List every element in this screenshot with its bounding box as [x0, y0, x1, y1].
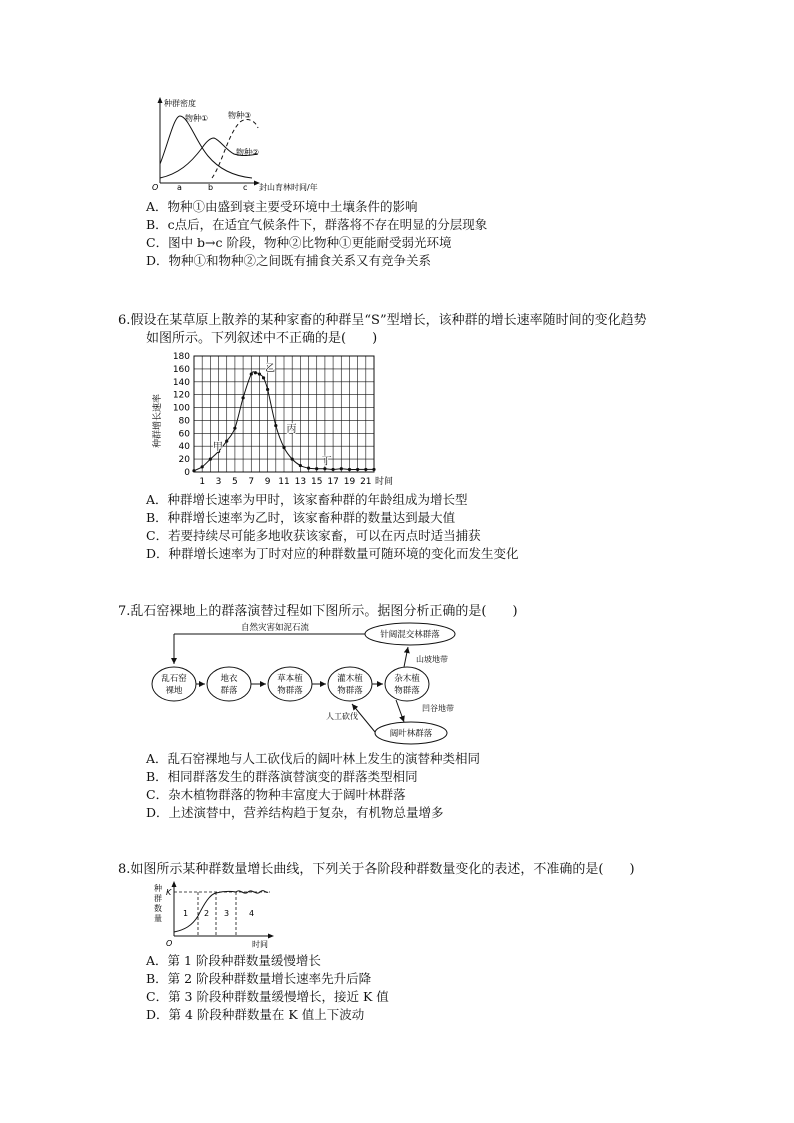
q7-arrow-slope [404, 647, 408, 667]
q6-ytick-label: 160 [172, 364, 190, 375]
q8-option-b: B．第 2 阶段种群数量增长速率先升后降 [146, 971, 372, 986]
q7-stem: 7.乱石窑裸地上的群落演替过程如下图所示。据图分析正确的是( ) [118, 604, 518, 619]
q6-option-a: A．种群增长速率为甲时，该家畜种群的年龄组成为增长型 [146, 492, 468, 507]
q6-ytick-label: 140 [172, 377, 190, 388]
q5-label-species2: 物种② [236, 148, 260, 157]
q5-label-species3: 物种③ [228, 111, 252, 120]
q7-option-c: C．杂木植物群落的物种丰富度大于阔叶林群落 [146, 787, 406, 802]
q8-x-arrow [268, 934, 274, 939]
q6-xtick-label: 11 [278, 477, 290, 487]
q6-xtick-label: 13 [294, 477, 307, 487]
q6-data-point [201, 465, 204, 468]
q8-k-label: K [166, 888, 172, 897]
q7-slope-label: 山坡地带 [416, 655, 448, 664]
q6-data-point [315, 467, 318, 470]
q5-option-c: C．图中 b→c 阶段，物种②比物种①更能耐受弱光环境 [146, 235, 452, 250]
q6-data-point [282, 446, 285, 449]
q6-data-point [233, 427, 236, 430]
q6-data-point [299, 464, 302, 467]
q6-xtick-label: 17 [327, 477, 339, 487]
q8-ylabel-1: 种 [154, 884, 162, 893]
q6-data-point [364, 468, 367, 471]
q5-option-b: B．c点后，在适宜气候条件下，群落将不存在明显的分层现象 [146, 217, 488, 232]
q6-xtick-label: 9 [264, 477, 271, 487]
q6-data-point [274, 424, 277, 427]
q7-node-shrub-l2: 物群落 [337, 686, 363, 696]
q6-ytick-label: 80 [178, 416, 190, 427]
q6-growth-rate-chart [146, 348, 406, 488]
q6-data-point [331, 468, 334, 471]
q6-data-point [250, 372, 253, 375]
q6-annotation: 甲 [212, 442, 223, 454]
q8-ylabel-3: 数 [154, 904, 162, 913]
q6-xlabel: 时间 [375, 477, 394, 487]
q5-xlabel: 封山育林时间/年 [259, 183, 318, 192]
q5-curve-species2 [160, 138, 258, 178]
q7-cut-label: 人工砍伐 [326, 712, 358, 721]
q6-option-d: D．种群增长速率为丁时对应的种群数量可随环境的变化而发生变化 [146, 546, 519, 561]
q6-data-point [254, 371, 257, 374]
q6-xtick-label: 3 [215, 477, 222, 487]
q6-ytick-label: 40 [178, 442, 190, 453]
q7-node-lichen-l2: 群落 [220, 686, 238, 696]
q6-stem-line2: 如图所示。下列叙述中不正确的是( ) [146, 331, 378, 346]
q6-data-point [372, 468, 375, 471]
q7-node-mixed-forest-label: 针阔混交林群落 [380, 630, 440, 640]
q5-origin: O [152, 183, 159, 192]
q8-origin: O [166, 939, 173, 948]
q6-annotation: 乙 [265, 363, 276, 375]
q7-option-d: D．上述演替中，营养结构趋于复杂，有机物总量增多 [146, 805, 444, 820]
q6-stem-line1: 6.假设在某草原上散养的某种家畜的种群呈“S”型增长，该种群的增长速率随时间的变化趋势 [118, 313, 647, 328]
q5-tick-a: a [177, 183, 182, 192]
q6-data-point [323, 467, 326, 470]
q7-node-mixed-wood-l1: 杂木植 [394, 674, 420, 684]
q7-arrow-valley [396, 700, 404, 722]
q5-y-arrow [158, 97, 163, 103]
q5-option-d: D．物种①和物种②之间既有捕食关系又有竞争关系 [146, 253, 432, 268]
q8-stage-4: 4 [249, 909, 255, 918]
q6-data-point [340, 467, 343, 470]
q6-annotation: 丙 [286, 424, 297, 436]
q8-xlabel: 时间 [252, 940, 268, 949]
q7-node-bare-land-l2: 裸地 [165, 686, 183, 696]
q6-data-point [258, 372, 261, 375]
q7-node-shrub-l1: 灌木植 [337, 674, 363, 684]
q6-data-point [225, 439, 228, 442]
q7-succession-diagram [146, 620, 476, 748]
q8-option-a: A．第 1 阶段种群数量缓慢增长 [146, 953, 321, 968]
q5-label-species1: 物种① [185, 114, 209, 123]
q5-density-figure [146, 94, 346, 194]
q6-ytick-label: 180 [172, 352, 190, 362]
q6-ytick-label: 120 [172, 390, 190, 401]
q7-option-a: A．乱石窑裸地与人工砍伐后的阔叶林上发生的演替种类相同 [146, 751, 481, 766]
q6-xtick-label: 1 [199, 477, 206, 487]
q7-node-herb-l1: 草本植 [277, 674, 303, 684]
q8-ylabel-4: 量 [154, 914, 162, 923]
q6-xtick-label: 5 [232, 477, 238, 487]
q6-option-b: B．种群增长速率为乙时，该家畜种群的数量达到最大值 [146, 510, 456, 525]
q6-xtick-label: 15 [311, 477, 323, 487]
q8-ylabel-2: 群 [154, 894, 162, 903]
q6-data-point [348, 468, 351, 471]
q8-stem: 8.如图所示某种群数量增长曲线，下列关于各阶段种群数量变化的表述，不准确的是( ) [118, 862, 635, 877]
q6-data-point [307, 467, 310, 470]
q8-stage-3: 3 [224, 909, 230, 918]
q7-valley-label: 凹谷地带 [422, 704, 454, 713]
q7-node-broadleaf-label: 阔叶林群落 [389, 729, 433, 739]
q6-data-point [266, 388, 269, 391]
q7-option-b: B．相同群落发生的群落演替演变的群落类型相同 [146, 769, 418, 784]
q6-option-c: C．若要持续尽可能多地收获该家畜，可以在丙点时适当捕获 [146, 528, 481, 543]
q6-data-point [192, 469, 195, 472]
q7-top-label: 自然灾害如泥石流 [241, 623, 310, 633]
q6-xtick-label: 7 [248, 477, 255, 487]
q6-annotation: 丁 [321, 456, 332, 468]
q6-ytick-label: 100 [172, 403, 190, 414]
q6-ylabel: 种群增长速率 [153, 393, 163, 448]
q7-node-mixed-wood-l2: 物群落 [394, 686, 420, 696]
q6-data-point [241, 396, 244, 399]
q6-data-point [291, 458, 294, 461]
q7-node-lichen-l1: 地衣 [220, 674, 238, 684]
q5-curve-species1 [160, 116, 252, 178]
q8-option-d: D．第 4 阶段种群数量在 K 值上下波动 [146, 1007, 365, 1022]
q6-xtick-label: 19 [343, 477, 356, 487]
q6-data-point [262, 376, 265, 379]
q6-ytick-label: 60 [178, 429, 190, 440]
q8-stage-1: 1 [183, 909, 189, 918]
q5-tick-b: b [208, 183, 214, 192]
q6-data-point [209, 458, 212, 461]
q5-tick-c: c [243, 183, 248, 192]
q6-ytick-label: 20 [178, 455, 190, 466]
q6-xtick-label: 21 [360, 477, 372, 487]
q8-population-figure [152, 880, 282, 950]
q6-ytick-label: 0 [184, 468, 190, 478]
q8-stage-2: 2 [204, 909, 210, 918]
q6-data-point [356, 468, 359, 471]
q5-option-a: A．物种①由盛到衰主要受环境中土壤条件的影响 [146, 199, 418, 214]
q8-option-c: C．第 3 阶段种群数量缓慢增长，接近 K 值 [146, 989, 389, 1004]
q7-node-bare-land-l1: 乱石窑 [161, 674, 187, 684]
q5-ylabel: 种群密度 [164, 99, 196, 108]
q8-y-arrow [172, 881, 177, 887]
q7-node-herb-l2: 物群落 [277, 686, 303, 696]
